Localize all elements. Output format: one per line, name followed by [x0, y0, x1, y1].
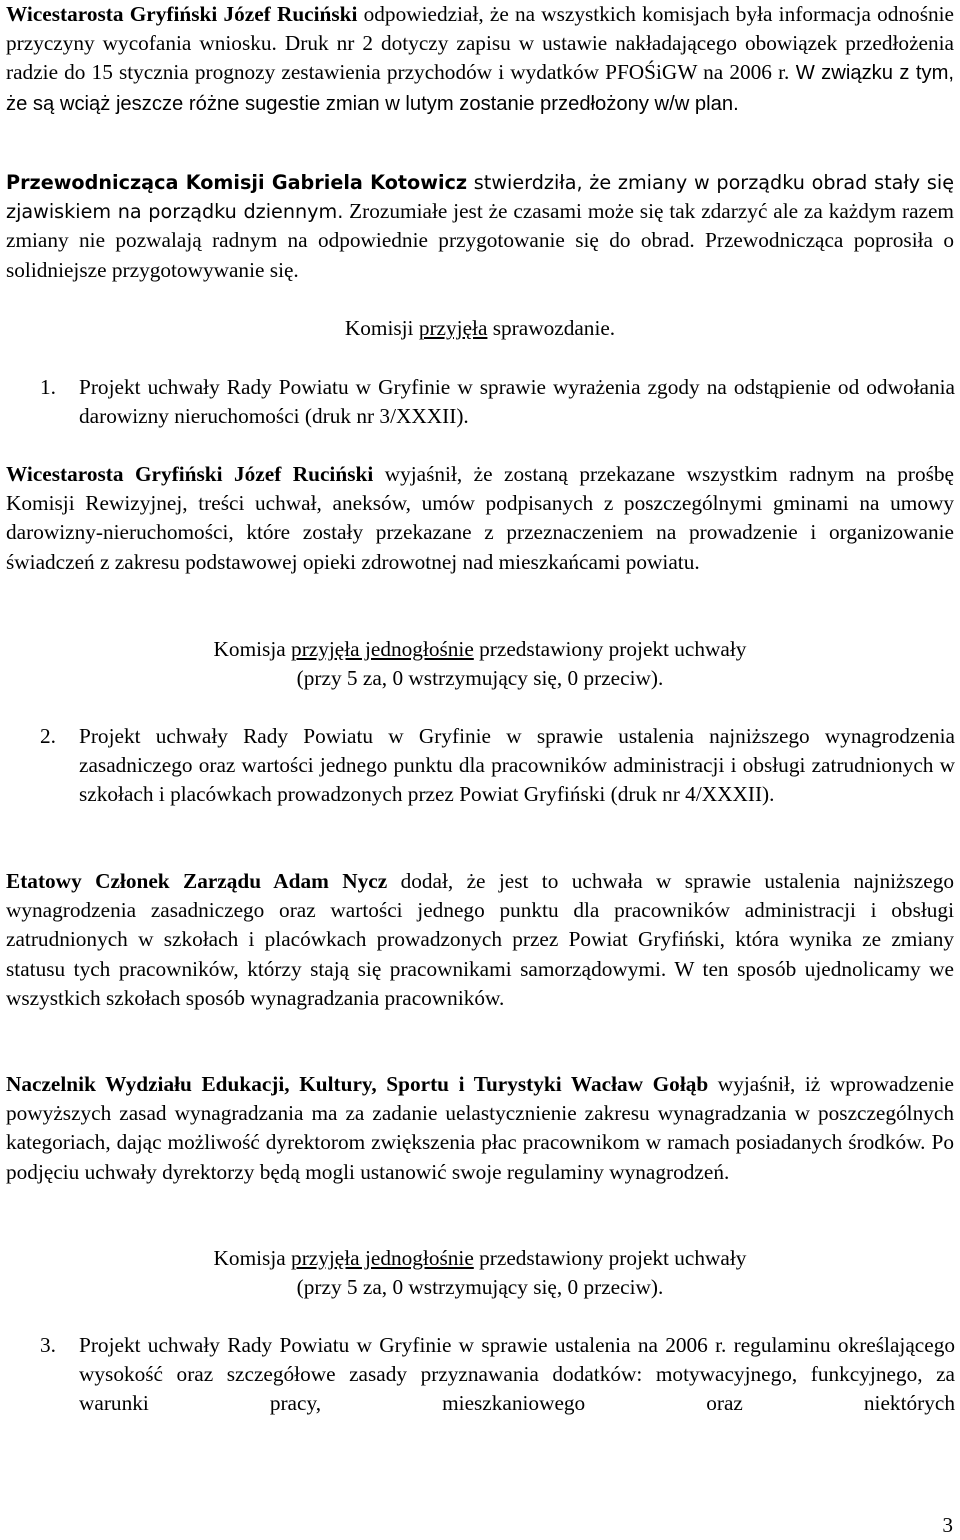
vote-text-post: przedstawiony projekt uchwały — [473, 1246, 747, 1270]
vote-line-1 — [0, 1244, 960, 1273]
paragraph-text: stwierdziła, że zmiany w porządku obrad stały się zjawiskiem na porządku dziennym. — [6, 171, 955, 224]
item-number: 2. — [40, 724, 56, 748]
report-text-post: sprawozdanie. — [487, 316, 616, 340]
page-number: 3 — [942, 1513, 953, 1537]
vote-line-1 — [0, 635, 960, 664]
paragraph-text: wyjaśnił, iż wprowadzenie powyższych zasad wynagradzania ma za zadanie uelastycznienie zakresu wynagradzania w poszczególnych kategoriach, dając możliwość dyrektorom zwiększenia płac pracownikom w ramach posiadanych środków. Po podjęciu uchwały dyrektorzy będą mogli ustanowić swoje regulaminy wynagrodzeń. — [6, 1072, 954, 1184]
paragraph-text: odpowiedział, że na wszystkich komisjach była informacja odnośnie przyczyny wycofania wniosku. Druk nr 2 dotyczy zapisu w ustawie nakładającego obowiązek przedłożenia radzie do 15 stycznia prognozy zestawienia przychodów i wydatków PFOŚiGW na 2006 r. — [6, 2, 954, 85]
vote-text-post: przedstawiony projekt uchwały — [473, 637, 747, 661]
speaker-name: Etatowy Członek Zarządu Adam Nycz — [6, 869, 388, 893]
item-text: Projekt uchwały Rady Powiatu w Gryfinie w sprawie wyrażenia zgody na odstąpienie od odwołania darowizny nieruchomości (druk nr 3/XXXII). — [79, 375, 955, 429]
item-number: 1. — [40, 375, 56, 399]
vote-line-2: (przy 5 za, 0 wstrzymujący się, 0 przeciw). — [296, 1275, 664, 1300]
paragraph-przewodniczaca — [6, 168, 954, 285]
vote-text-pre: Komisja — [213, 637, 292, 661]
speaker-name: Wicestarosta Gryfiński Józef Ruciński — [6, 2, 358, 26]
speaker-name: Przewodnicząca Komisji Gabriela Kotowicz — [6, 171, 468, 194]
vote-text-pre: Komisja — [213, 1246, 292, 1270]
vote-text-underlined: przyjęła jednogłośnie — [291, 637, 474, 661]
speaker-name: Wicestarosta Gryfiński Józef Ruciński — [6, 462, 374, 486]
paragraph-text: wyjaśnił, że zostaną przekazane wszystkim radnym na prośbę Komisji Rewizyjnej, treści uchwał, aneksów, umów podpisanych z poszczególnymi gminami na umowy darowizny-nieruchomości, które zostały przekazane z przeznaczeniem na prowadzenie i organizowanie świadczeń z zakresu podstawowej opieki zdrowotnej nad mieszkańcami powiatu. — [6, 462, 954, 574]
report-accepted-line — [0, 314, 960, 343]
paragraph-etatowy-czlonek — [6, 867, 954, 1013]
paragraph-wicestarosta-1 — [6, 0, 954, 119]
speaker-name: Naczelnik Wydziału Edukacji, Kultury, Sportu i Turystyki Wacław Gołąb — [6, 1072, 709, 1096]
item-text: Projekt uchwały Rady Powiatu w Gryfinie w sprawie ustalenia na 2006 r. regulaminu określającego wysokość oraz szczegółowe zasady przyznawania dodatków: motywacyjnego, funkcyjnego, za warunki pracy, mieszkaniowego oraz niektórych — [79, 1333, 955, 1416]
vote-result-1 — [0, 635, 960, 693]
report-text-underlined: przyjęła — [418, 316, 488, 340]
report-text-pre: Komisji — [344, 316, 419, 340]
paragraph-wicestarosta-2 — [6, 460, 954, 577]
paragraph-text-sans: W związku z tym, że są wciąż jeszcze różne sugestie zmian w lutym zostanie przedłożony w/w plan. — [6, 62, 955, 115]
vote-result-2 — [0, 1244, 960, 1302]
item-text: Projekt uchwały Rady Powiatu w Gryfinie w sprawie ustalenia najniższego wynagrodzenia zasadniczego oraz wartości jednego punktu dla pracowników administracji i obsługi zatrudnionych w szkołach i placówkach prowadzonych przez Powiat Gryfiński (druk nr 4/XXXII). — [79, 724, 955, 807]
item-number: 3. — [40, 1333, 56, 1357]
paragraph-text-serif: Zrozumiałe jest że czasami może się tak zdarzyć ale za każdym razem zmiany nie pozwalają radnym na odpowiednie przygotowanie się do obrad. Przewodnicząca poprosiła o solidniejsze przygotowywanie się. — [6, 199, 954, 282]
vote-text-underlined: przyjęła jednogłośnie — [291, 1246, 474, 1270]
paragraph-naczelnik — [6, 1070, 954, 1187]
vote-line-2: (przy 5 za, 0 wstrzymujący się, 0 przeciw). — [296, 666, 664, 691]
paragraph-text: dodał, że jest to uchwała w sprawie ustalenia najniższego wynagrodzenia zasadniczego oraz wartości jednego punktu dla pracowników administracji i obsługi zatrudnionych w szkołach i placówkach prowadzonych przez Powiat Gryfiński, która wynika ze zmiany statusu tych pracowników, którzy stają się pracownikami samorządowymi. W ten sposób ujednolicamy we wszystkich szkołach sposób wynagradzania pracowników. — [6, 869, 954, 1010]
